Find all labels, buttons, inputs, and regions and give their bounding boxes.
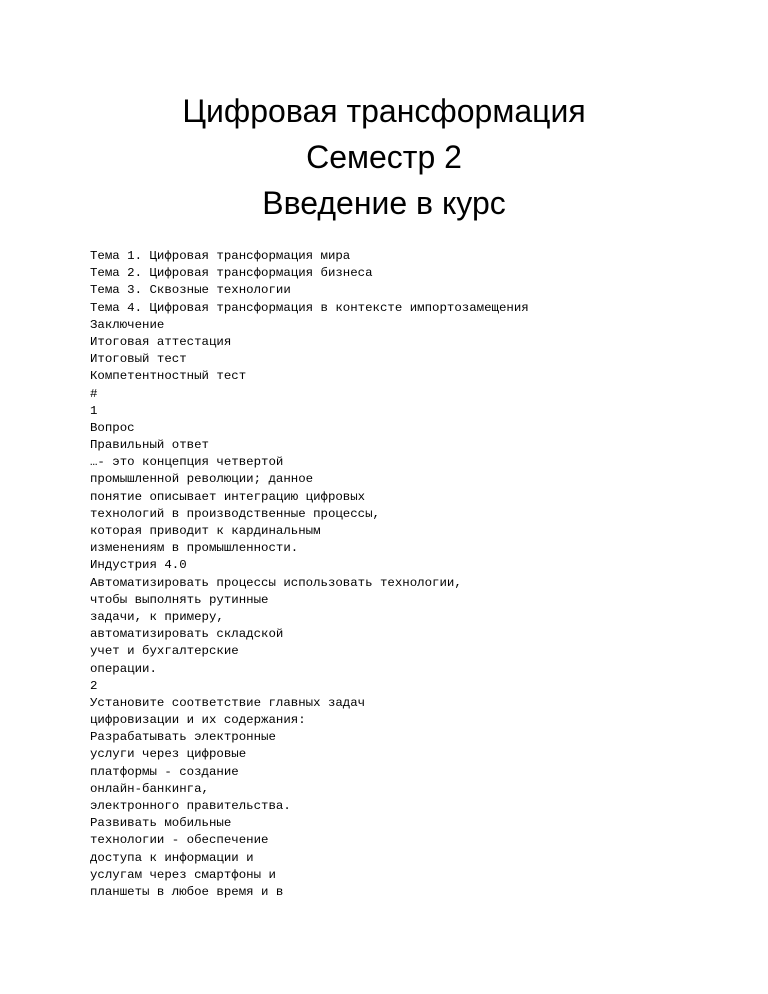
text-line: которая приводит к кардинальным — [90, 524, 321, 538]
text-line: планшеты в любое время и в — [90, 884, 284, 899]
text-line: 1 — [90, 403, 98, 418]
text-line: чтобы выполнять рутинные — [90, 592, 269, 607]
title-block — [0, 88, 768, 226]
text-line: Тема 3. Сквозные технологии — [90, 283, 291, 298]
text-line: автоматизировать складской — [90, 627, 284, 642]
text-line: Установите соответствие главных задач — [90, 695, 366, 710]
text-line: Вопрос — [90, 420, 135, 435]
text-line: цифровизации и их содержания: — [90, 713, 306, 728]
text-line: 2 — [90, 678, 98, 693]
course-title: Цифровая трансформация — [182, 93, 586, 129]
text-line: Тема 1. Цифровая трансформация мира — [90, 249, 351, 263]
text-line: Компетентностный тест — [90, 369, 247, 384]
text-line: онлайн-банкинга, — [90, 781, 209, 796]
text-line: изменениям в промышленности. — [90, 541, 299, 556]
text-line: доступа к информации и — [90, 850, 254, 865]
text-line: Правильный ответ — [90, 438, 209, 453]
text-line: операции. — [90, 661, 157, 676]
text-line: учет и бухгалтерские — [90, 644, 239, 659]
text-line: услуги через цифровые — [90, 747, 247, 762]
text-line: Тема 2. Цифровая трансформация бизнеса — [90, 266, 373, 281]
text-line: Разрабатывать электронные — [90, 730, 276, 745]
text-line: …- это концепция четвертой — [90, 455, 284, 470]
text-line: Развивать мобильные — [90, 816, 232, 831]
text-line: Итоговая аттестация — [90, 334, 232, 349]
text-line: промышленной революции; данное — [90, 472, 314, 487]
text-line: услугам через смартфоны и — [90, 867, 276, 882]
semester-title: Семестр 2 — [306, 139, 462, 175]
text-line: электронного правительства. — [90, 799, 291, 813]
text-line: задачи, к примеру, — [90, 609, 224, 624]
text-line: Заключение — [90, 317, 165, 332]
text-line: Автоматизировать процессы использовать технологии, — [90, 575, 462, 590]
text-line: технологии - обеспечение — [90, 833, 269, 848]
text-line: технологий в производственные процессы, — [90, 506, 380, 521]
text-line: Индустрия 4.0 — [90, 558, 187, 573]
text-line: платформы - создание — [90, 764, 239, 779]
text-line: Тема 4. Цифровая трансформация в контексте импортозамещения — [90, 300, 529, 315]
document-body — [90, 248, 730, 901]
text-line: понятие описывает интеграцию цифровых — [90, 489, 366, 504]
text-line: Итоговый тест — [90, 352, 187, 367]
section-title: Введение в курс — [262, 185, 506, 221]
text-line: # — [90, 386, 98, 401]
